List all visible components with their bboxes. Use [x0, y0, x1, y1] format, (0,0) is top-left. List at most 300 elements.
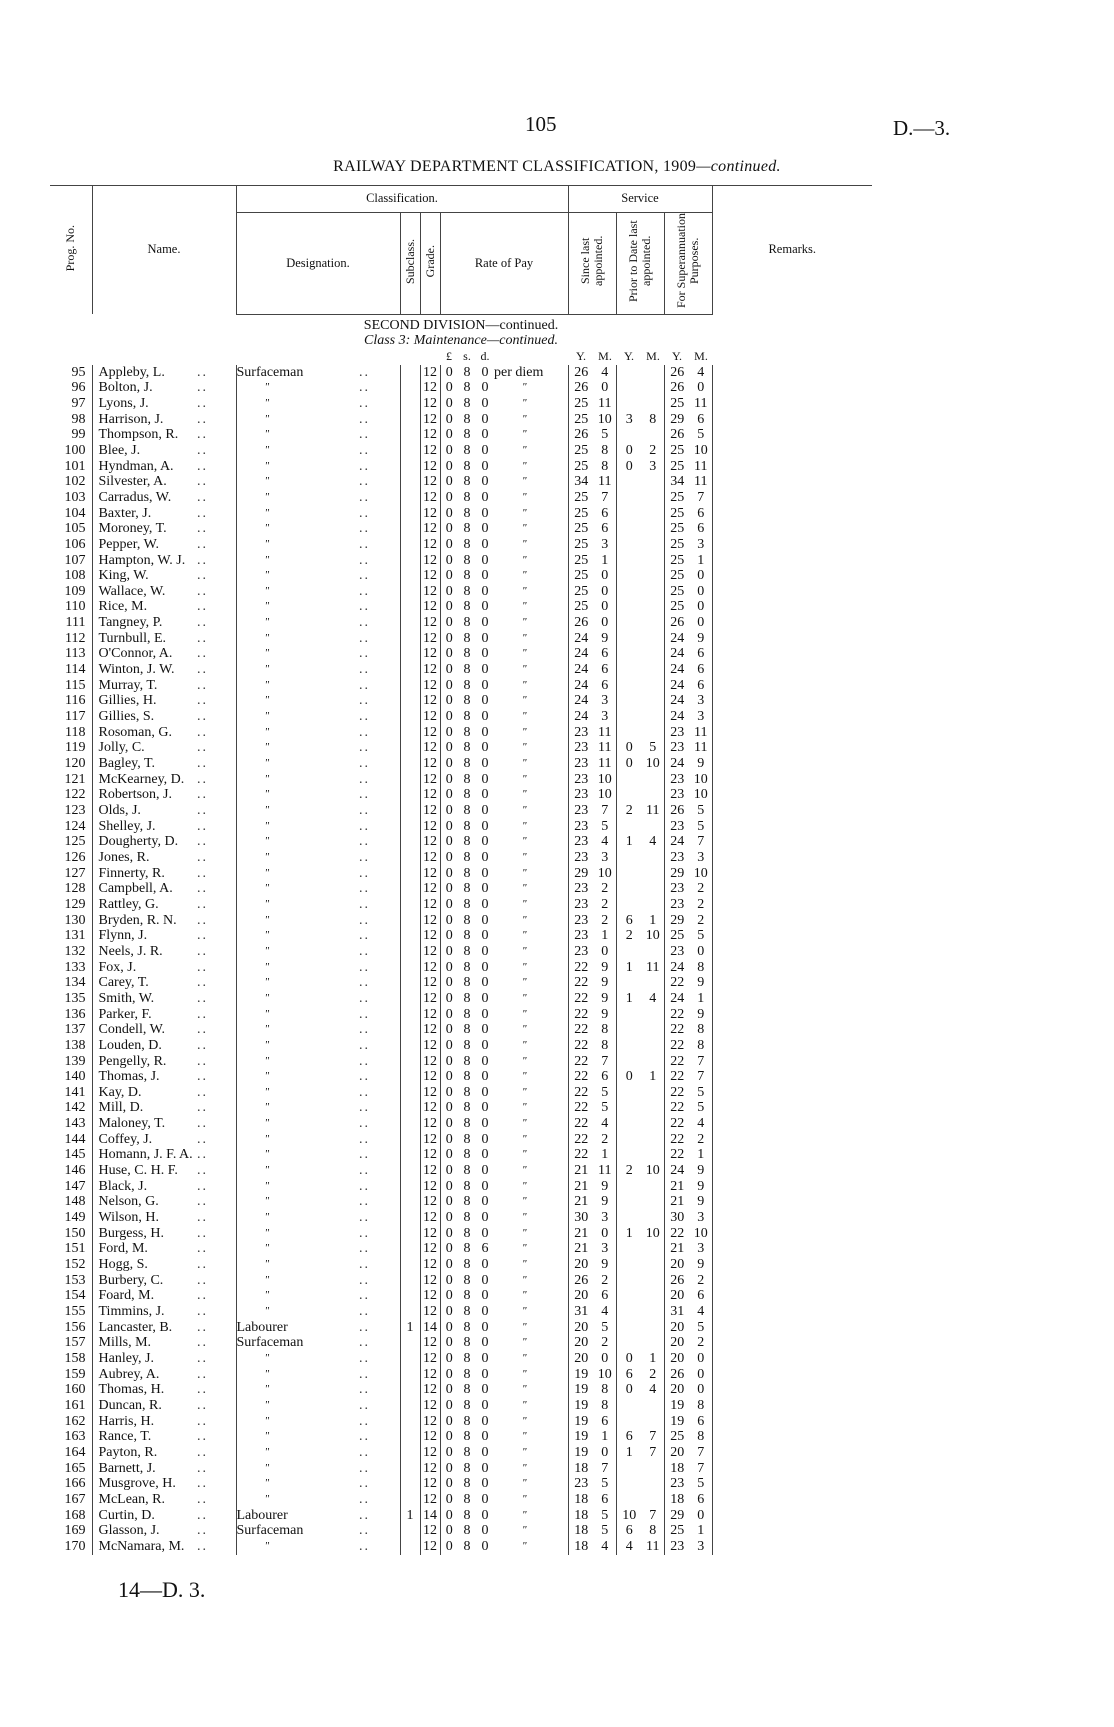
- pay-shillings-cell: 8: [463, 787, 471, 803]
- pay-pounds-cell: 0: [440, 427, 458, 443]
- name-cell: Rice, M.: [92, 599, 194, 615]
- pay-period-cell: ": [522, 553, 527, 566]
- table-row: [50, 1476, 872, 1492]
- since-last-years-cell: 23: [568, 834, 594, 850]
- super-years-cell: 24: [664, 756, 690, 772]
- pay-pounds-cell: 0: [440, 1367, 458, 1383]
- subclass-cell: 1: [400, 1320, 420, 1336]
- since-last-years-cell: 23: [568, 944, 594, 960]
- pay-pence-cell: 0: [481, 1069, 489, 1085]
- prior-years-cell: 0: [616, 459, 642, 475]
- since-last-years-cell: 22: [568, 1022, 594, 1038]
- table-row: [50, 1398, 872, 1414]
- leader-dots: ..: [359, 1538, 370, 1554]
- designation-cell: ": [236, 584, 356, 600]
- prior-years-cell: [616, 1461, 642, 1477]
- leader-dots: ..: [197, 1053, 208, 1069]
- super-months-cell: 11: [694, 740, 708, 756]
- leader-dots: ..: [359, 1476, 370, 1492]
- prior-years-cell: 2: [616, 803, 642, 819]
- name-cell: Fox, J.: [92, 960, 194, 976]
- super-months-cell: 6: [697, 1413, 705, 1429]
- leader-dots: ..: [359, 1429, 370, 1445]
- prior-years-cell: [616, 646, 642, 662]
- pay-period-cell: ": [522, 1007, 527, 1020]
- subclass-cell: [400, 975, 420, 991]
- pay-pence-cell: 0: [481, 583, 489, 599]
- remarks-cell: [712, 427, 872, 443]
- remarks-cell: [712, 803, 872, 819]
- leader-dots: ..: [197, 896, 208, 912]
- leader-dots: ..: [197, 1350, 208, 1366]
- pay-pence-cell: 0: [481, 1225, 489, 1241]
- prior-months-cell: 7: [649, 1429, 657, 1445]
- since-last-years-cell: 22: [568, 1069, 594, 1085]
- prog-no-cell: 137: [64, 1022, 86, 1038]
- designation-cell: ": [236, 1367, 356, 1383]
- pay-period-cell: ": [522, 960, 527, 973]
- subclass-cell: [400, 1523, 420, 1539]
- name-cell: Thomas, H.: [92, 1382, 194, 1398]
- table-row: [50, 443, 872, 459]
- pay-pounds-cell: 0: [440, 1273, 458, 1289]
- leader-dots: ..: [197, 411, 208, 427]
- prog-no-cell: 143: [64, 1116, 86, 1132]
- pay-period-cell: ": [522, 1430, 527, 1443]
- remarks-cell: [712, 1241, 872, 1257]
- since-last-months-cell: 8: [601, 1397, 609, 1413]
- super-months-cell: 0: [697, 568, 705, 584]
- super-months-cell: 5: [697, 1319, 705, 1335]
- pay-pounds-cell: 0: [440, 897, 458, 913]
- prior-years-cell: 1: [616, 960, 642, 976]
- units-row: [50, 349, 872, 365]
- leader-dots: ..: [197, 630, 208, 646]
- prior-years-cell: [616, 1398, 642, 1414]
- prior-years-cell: [616, 1022, 642, 1038]
- grade-cell: 12: [420, 834, 440, 850]
- designation-cell: ": [236, 396, 356, 412]
- table-row: [50, 553, 872, 569]
- prior-months-cell: [642, 1038, 664, 1054]
- grade-cell: 12: [420, 631, 440, 647]
- table-row: [50, 834, 872, 850]
- grade-cell: 12: [420, 913, 440, 929]
- prog-no-cell: 126: [64, 849, 86, 865]
- super-months-cell: 3: [697, 849, 705, 865]
- since-last-years-cell: 22: [568, 1116, 594, 1132]
- designation-cell: ": [236, 1085, 356, 1101]
- pay-pence-cell: 6: [481, 1241, 489, 1257]
- name-cell: Wilson, H.: [92, 1210, 194, 1226]
- pay-shillings-cell: 8: [463, 599, 471, 615]
- pay-shillings-cell: 8: [463, 912, 471, 928]
- designation-cell: ": [236, 975, 356, 991]
- table-row: [50, 740, 872, 756]
- remarks-cell: [712, 1476, 872, 1492]
- super-months-cell: 5: [697, 1084, 705, 1100]
- name-cell: King, W.: [92, 568, 194, 584]
- subclass-cell: [400, 1257, 420, 1273]
- prior-months-cell: [642, 881, 664, 897]
- pay-period-cell: ": [522, 710, 527, 723]
- prog-no-cell: 134: [64, 975, 86, 991]
- grade-cell: 12: [420, 1523, 440, 1539]
- remarks-cell: [712, 975, 872, 991]
- leader-dots: ..: [197, 615, 208, 631]
- remarks-cell: [712, 819, 872, 835]
- super-months-cell: 0: [697, 599, 705, 615]
- since-last-months-cell: 7: [601, 1460, 609, 1476]
- leader-dots: ..: [197, 1163, 208, 1179]
- leader-dots: ..: [359, 1178, 370, 1194]
- prog-no-cell: 169: [64, 1523, 86, 1539]
- pay-shillings-cell: 8: [463, 1538, 471, 1554]
- pay-pounds-cell: 0: [440, 1351, 458, 1367]
- since-last-months-cell: 6: [601, 505, 609, 521]
- grade-cell: 12: [420, 991, 440, 1007]
- prog-no-cell: 128: [64, 881, 86, 897]
- table-row: [50, 1100, 872, 1116]
- table-row: [50, 537, 872, 553]
- leader-dots: ..: [359, 411, 370, 427]
- leader-dots: ..: [359, 912, 370, 928]
- subclass-cell: [400, 459, 420, 475]
- pay-pounds-cell: 0: [440, 631, 458, 647]
- pay-pence-cell: 0: [481, 1022, 489, 1038]
- remarks-cell: [712, 834, 872, 850]
- name-cell: Lancaster, B.: [92, 1320, 194, 1336]
- super-years-cell: 24: [664, 834, 690, 850]
- designation-cell: ": [236, 897, 356, 913]
- name-cell: Carradus, W.: [92, 490, 194, 506]
- prior-years-cell: [616, 693, 642, 709]
- prog-no-cell: 111: [65, 615, 86, 631]
- since-last-years-cell: 19: [568, 1445, 594, 1461]
- super-years-cell: 22: [664, 1132, 690, 1148]
- prior-months-cell: [642, 631, 664, 647]
- prior-years-cell: [616, 537, 642, 553]
- subclass-cell: [400, 521, 420, 537]
- designation-cell: ": [236, 1022, 356, 1038]
- pay-pounds-cell: 0: [440, 1022, 458, 1038]
- designation-cell: ": [236, 913, 356, 929]
- subclass-cell: [400, 756, 420, 772]
- prior-months-cell: [642, 427, 664, 443]
- table-row: [50, 928, 872, 944]
- prior-months-cell: [642, 787, 664, 803]
- super-months-cell: 8: [697, 959, 705, 975]
- super-years-cell: 23: [664, 944, 690, 960]
- designation-cell: ": [236, 1069, 356, 1085]
- leader-dots: ..: [359, 1319, 370, 1335]
- prior-years-cell: [616, 772, 642, 788]
- prior-months-cell: [642, 866, 664, 882]
- prior-years-cell: [616, 584, 642, 600]
- super-months-cell: 7: [697, 1069, 705, 1085]
- grade-cell: 12: [420, 881, 440, 897]
- super-years-cell: 25: [664, 568, 690, 584]
- pay-pounds-cell: 0: [440, 1194, 458, 1210]
- pay-period-cell: ": [522, 1539, 527, 1552]
- grade-cell: 12: [420, 1445, 440, 1461]
- pay-shillings-cell: 8: [463, 803, 471, 818]
- name-cell: Aubrey, A.: [92, 1367, 194, 1383]
- grade-cell: 12: [420, 850, 440, 866]
- grade-cell: 12: [420, 1179, 440, 1195]
- pay-pounds-cell: 0: [440, 615, 458, 631]
- pay-period-cell: ": [522, 1054, 527, 1067]
- since-last-years-cell: 24: [568, 693, 594, 709]
- since-last-months-cell: 9: [601, 975, 609, 991]
- super-years-cell: 22: [664, 1022, 690, 1038]
- since-last-years-cell: 24: [568, 678, 594, 694]
- remarks-cell: [712, 615, 872, 631]
- prog-no-cell: 120: [64, 756, 86, 772]
- pay-period-cell: ": [522, 475, 527, 488]
- prog-no-cell: 118: [65, 724, 86, 740]
- prior-months-cell: [642, 1194, 664, 1210]
- prior-years-cell: [616, 1304, 642, 1320]
- pay-shillings-cell: 8: [463, 756, 471, 772]
- super-months-cell: 6: [697, 677, 705, 693]
- pay-pounds-cell: 0: [440, 928, 458, 944]
- grade-cell: 12: [420, 1539, 440, 1555]
- pay-shillings-cell: 8: [463, 693, 471, 709]
- super-months-cell: 6: [697, 646, 705, 662]
- super-months-cell: 9: [697, 1006, 705, 1022]
- name-cell: Silvester, A.: [92, 474, 194, 490]
- since-last-months-cell: 9: [601, 1257, 609, 1273]
- pay-pence-cell: 0: [481, 881, 489, 897]
- table-row: [50, 459, 872, 475]
- subclass-cell: [400, 881, 420, 897]
- table-row: [50, 1273, 872, 1289]
- designation-cell: ": [236, 944, 356, 960]
- prog-no-cell: 130: [64, 912, 86, 928]
- since-last-years-cell: 25: [568, 584, 594, 600]
- pay-shillings-cell: 8: [463, 849, 471, 865]
- name-cell: Hyndman, A.: [92, 459, 194, 475]
- prior-months-cell: [642, 772, 664, 788]
- prior-years-cell: 0: [616, 756, 642, 772]
- table-row: [50, 474, 872, 490]
- pay-pounds-cell: 0: [440, 944, 458, 960]
- prog-no-cell: 103: [64, 489, 86, 505]
- since-last-months-cell: 4: [601, 1304, 609, 1319]
- prior-years-cell: [616, 1194, 642, 1210]
- since-last-years-cell: 25: [568, 443, 594, 459]
- prog-no-cell: 107: [64, 552, 86, 568]
- subclass-cell: [400, 913, 420, 929]
- subclass-cell: [400, 615, 420, 631]
- pay-pounds-cell: 0: [440, 521, 458, 537]
- prog-no-cell: 100: [64, 442, 86, 458]
- super-months-cell: 4: [697, 1116, 705, 1132]
- super-months-cell: 10: [693, 1225, 708, 1241]
- prior-months-cell: [642, 693, 664, 709]
- since-last-years-cell: 21: [568, 1241, 594, 1257]
- since-last-years-cell: 21: [568, 1194, 594, 1210]
- grade-cell: 12: [420, 396, 440, 412]
- prog-no-cell: 145: [64, 1147, 86, 1163]
- table-row: [50, 960, 872, 976]
- since-last-years-cell: 22: [568, 960, 594, 976]
- super-months-cell: 6: [697, 1288, 705, 1304]
- subclass-cell: [400, 740, 420, 756]
- prior-years-cell: [616, 1085, 642, 1101]
- grade-cell: 12: [420, 1007, 440, 1023]
- table-row: [50, 1038, 872, 1054]
- name-cell: Wallace, W.: [92, 584, 194, 600]
- name-cell: Turnbull, E.: [92, 631, 194, 647]
- pay-shillings-cell: 8: [463, 1382, 471, 1398]
- prior-months-cell: [642, 1257, 664, 1273]
- since-last-years-cell: 23: [568, 787, 594, 803]
- since-last-years-cell: 23: [568, 897, 594, 913]
- super-years-cell: 29: [664, 913, 690, 929]
- super-months-cell: 3: [697, 709, 705, 725]
- designation-cell: ": [236, 709, 356, 725]
- leader-dots: ..: [359, 1444, 370, 1460]
- pay-shillings-cell: 8: [463, 521, 471, 537]
- prior-months-cell: 1: [649, 1069, 657, 1085]
- prior-months-cell: [642, 1320, 664, 1336]
- designation-cell: ": [236, 881, 356, 897]
- since-last-months-cell: 11: [598, 724, 612, 740]
- pay-pounds-cell: 0: [440, 537, 458, 553]
- remarks-cell: [712, 1085, 872, 1101]
- remarks-cell: [712, 490, 872, 506]
- name-cell: Parker, F.: [92, 1007, 194, 1023]
- grade-cell: 12: [420, 1069, 440, 1085]
- table-row: [50, 1320, 872, 1336]
- prog-no-cell: 148: [64, 1194, 86, 1210]
- designation-cell: ": [236, 1147, 356, 1163]
- table-row: [50, 380, 872, 396]
- leader-dots: ..: [197, 1272, 208, 1288]
- prog-no-cell: 96: [71, 380, 86, 396]
- prior-years-cell: [616, 1116, 642, 1132]
- designation-cell: ": [236, 1038, 356, 1054]
- designation-cell: ": [236, 427, 356, 443]
- leader-dots: ..: [359, 1116, 370, 1132]
- pay-shillings-cell: 8: [463, 615, 471, 631]
- prior-years-cell: [616, 365, 642, 381]
- pay-period-cell: ": [522, 381, 527, 394]
- subclass-cell: [400, 599, 420, 615]
- pay-period-cell: ": [522, 537, 527, 550]
- subclass-cell: [400, 537, 420, 553]
- pay-pounds-cell: 0: [440, 1508, 458, 1524]
- prog-no-cell: 157: [64, 1335, 86, 1351]
- since-last-years-cell: 23: [568, 850, 594, 866]
- super-months-cell: 5: [697, 427, 705, 443]
- super-years-cell: 22: [664, 1226, 690, 1242]
- remarks-cell: [712, 772, 872, 788]
- pay-pence-cell: 0: [481, 959, 489, 975]
- pay-period-cell: ": [522, 819, 527, 832]
- super-years-cell: 25: [664, 537, 690, 553]
- pay-period-cell: ": [522, 1351, 527, 1364]
- since-last-months-cell: 9: [601, 990, 609, 1006]
- leader-dots: ..: [359, 896, 370, 912]
- name-cell: Appleby, L.: [92, 365, 194, 381]
- subclass-cell: [400, 1132, 420, 1148]
- table-row: [50, 631, 872, 647]
- leader-dots: ..: [197, 1257, 208, 1273]
- leader-dots: ..: [359, 1257, 370, 1273]
- super-years-cell: 25: [664, 443, 690, 459]
- remarks-cell: [712, 1367, 872, 1383]
- remarks-cell: [712, 1445, 872, 1461]
- running-title: [0, 158, 1114, 176]
- super-years-cell: 24: [664, 662, 690, 678]
- since-last-months-cell: 4: [601, 834, 609, 850]
- pay-period-cell: ": [522, 412, 527, 425]
- super-years-cell: 22: [664, 1069, 690, 1085]
- super-months-cell: 7: [697, 1444, 705, 1460]
- remarks-cell: [712, 1523, 872, 1539]
- super-years-cell: 26: [664, 803, 690, 819]
- super-months-cell: 6: [697, 521, 705, 537]
- leader-dots: ..: [359, 1507, 370, 1523]
- since-last-years-cell: 18: [568, 1523, 594, 1539]
- designation-cell: ": [236, 443, 356, 459]
- table-row: [50, 1414, 872, 1430]
- leader-dots: ..: [359, 677, 370, 693]
- table-row: [50, 756, 872, 772]
- since-last-months-cell: 0: [601, 583, 609, 599]
- leader-dots: ..: [197, 1538, 208, 1554]
- since-last-months-cell: 8: [601, 1382, 609, 1398]
- pay-pence-cell: 0: [481, 1413, 489, 1429]
- table-row: [50, 1288, 872, 1304]
- pay-pence-cell: 0: [481, 427, 489, 443]
- name-cell: Timmins, J.: [92, 1304, 194, 1320]
- prog-no-cell: 127: [64, 865, 86, 881]
- super-months-cell: 9: [697, 1194, 705, 1210]
- since-last-years-cell: 20: [568, 1320, 594, 1336]
- super-months-cell: 9: [697, 975, 705, 991]
- prior-months-cell: [642, 678, 664, 694]
- subclass-cell: [400, 1492, 420, 1508]
- prior-years-cell: [616, 1414, 642, 1430]
- since-last-years-cell: 22: [568, 1054, 594, 1070]
- prior-years-cell: 4: [616, 1539, 642, 1555]
- designation-cell: ": [236, 537, 356, 553]
- designation-cell: ": [236, 772, 356, 788]
- since-last-months-cell: 3: [601, 536, 609, 552]
- leader-dots: ..: [359, 599, 370, 615]
- prior-years-cell: [616, 1038, 642, 1054]
- subclass-cell: [400, 709, 420, 725]
- pay-shillings-cell: 8: [463, 1006, 471, 1022]
- pay-pence-cell: 0: [481, 1163, 489, 1179]
- leader-dots: ..: [197, 818, 208, 834]
- designation-cell: ": [236, 474, 356, 490]
- leader-dots: ..: [197, 1523, 208, 1539]
- remarks-cell: [712, 1069, 872, 1085]
- pay-period-cell: ": [522, 1414, 527, 1427]
- pay-period-cell: ": [522, 1242, 527, 1255]
- subclass-cell: [400, 1007, 420, 1023]
- designation-cell: ": [236, 1100, 356, 1116]
- prog-no-cell: 121: [64, 771, 86, 787]
- leader-dots: ..: [359, 1241, 370, 1257]
- prior-years-cell: [616, 474, 642, 490]
- pay-pence-cell: 0: [481, 395, 489, 411]
